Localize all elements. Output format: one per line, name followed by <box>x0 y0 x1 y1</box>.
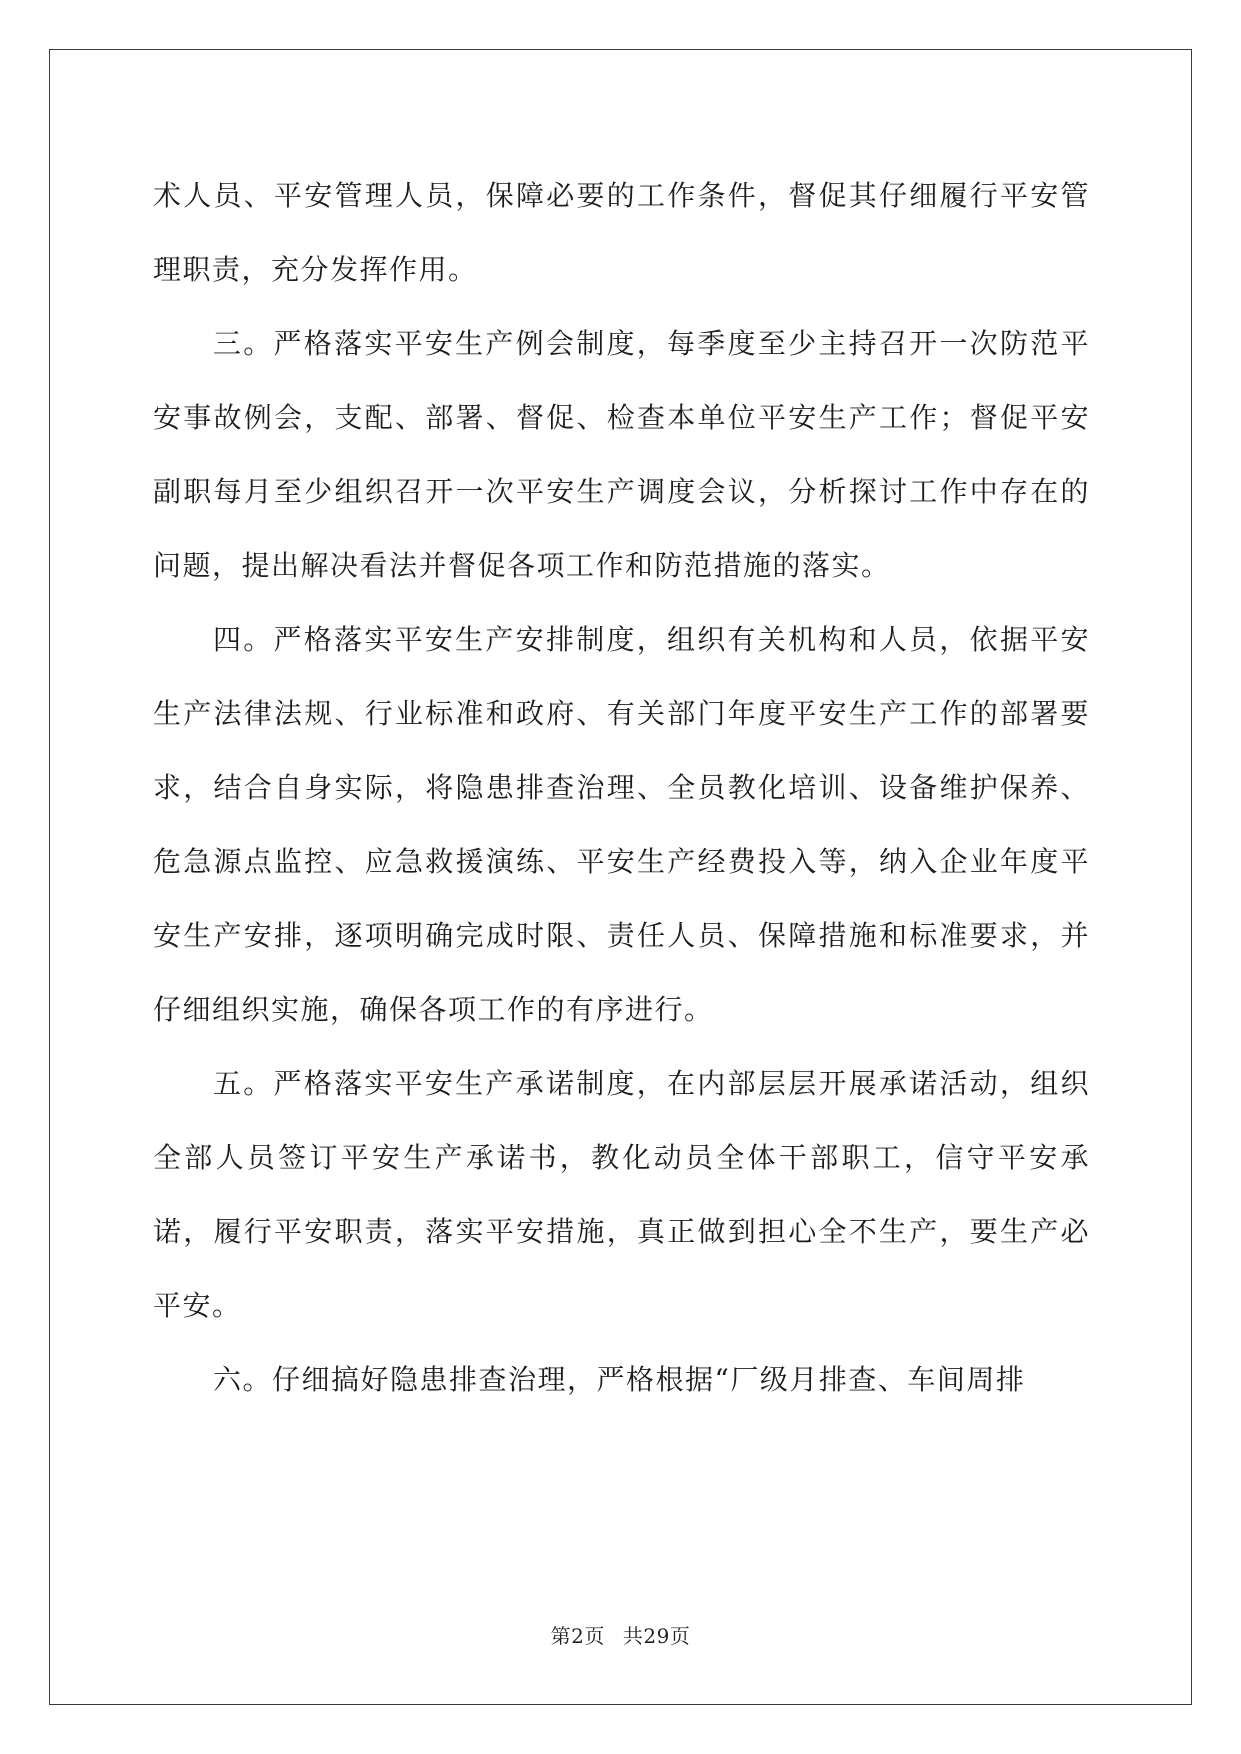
paragraph-item-6: 六。仔细搞好隐患排查治理，严格根据“厂级月排查、车间周排 <box>213 1363 1026 1396</box>
paragraph-continuation: 术人员、平安管理人员，保障必要的工作条件，督促其仔细履行平安管理职责，充分发挥作用。 <box>153 179 1090 286</box>
paragraph-item-4: 四。严格落实平安生产安排制度，组织有关机构和人员，依据平安生产法律法规、行业标准和政府、有关部门年度平安生产工作的部署要求，结合自身实际，将隐患排查治理、全员教化培训、设备维护保养、危急源点监控、应急救援演练、平安生产经费投入等，纳入企业年度平安生产安排，逐项明确完成时限、责任人员、保障措施和标准要求，并仔细组织实施，确保各项工作的有序进行。 <box>153 623 1090 1026</box>
page-total: 共29页 <box>622 1624 691 1648</box>
page-number: 第2页 <box>550 1624 605 1648</box>
paragraph-item-5: 五。严格落实平安生产承诺制度，在内部层层开展承诺活动，组织全部人员签订平安生产承诺书，教化动员全体干部职工，信守平安承诺，履行平安职责，落实平安措施，真正做到担心全不生产，要生产必平安。 <box>153 1067 1090 1322</box>
document-body <box>153 159 1090 1417</box>
paragraph-item-3: 三。严格落实平安生产例会制度，每季度至少主持召开一次防范平安事故例会，支配、部署、督促、检查本单位平安生产工作；督促平安副职每月至少组织召开一次平安生产调度会议，分析探讨工作中存在的问题，提出解决看法并督促各项工作和防范措施的落实。 <box>153 327 1090 582</box>
page-footer <box>0 1620 1241 1649</box>
